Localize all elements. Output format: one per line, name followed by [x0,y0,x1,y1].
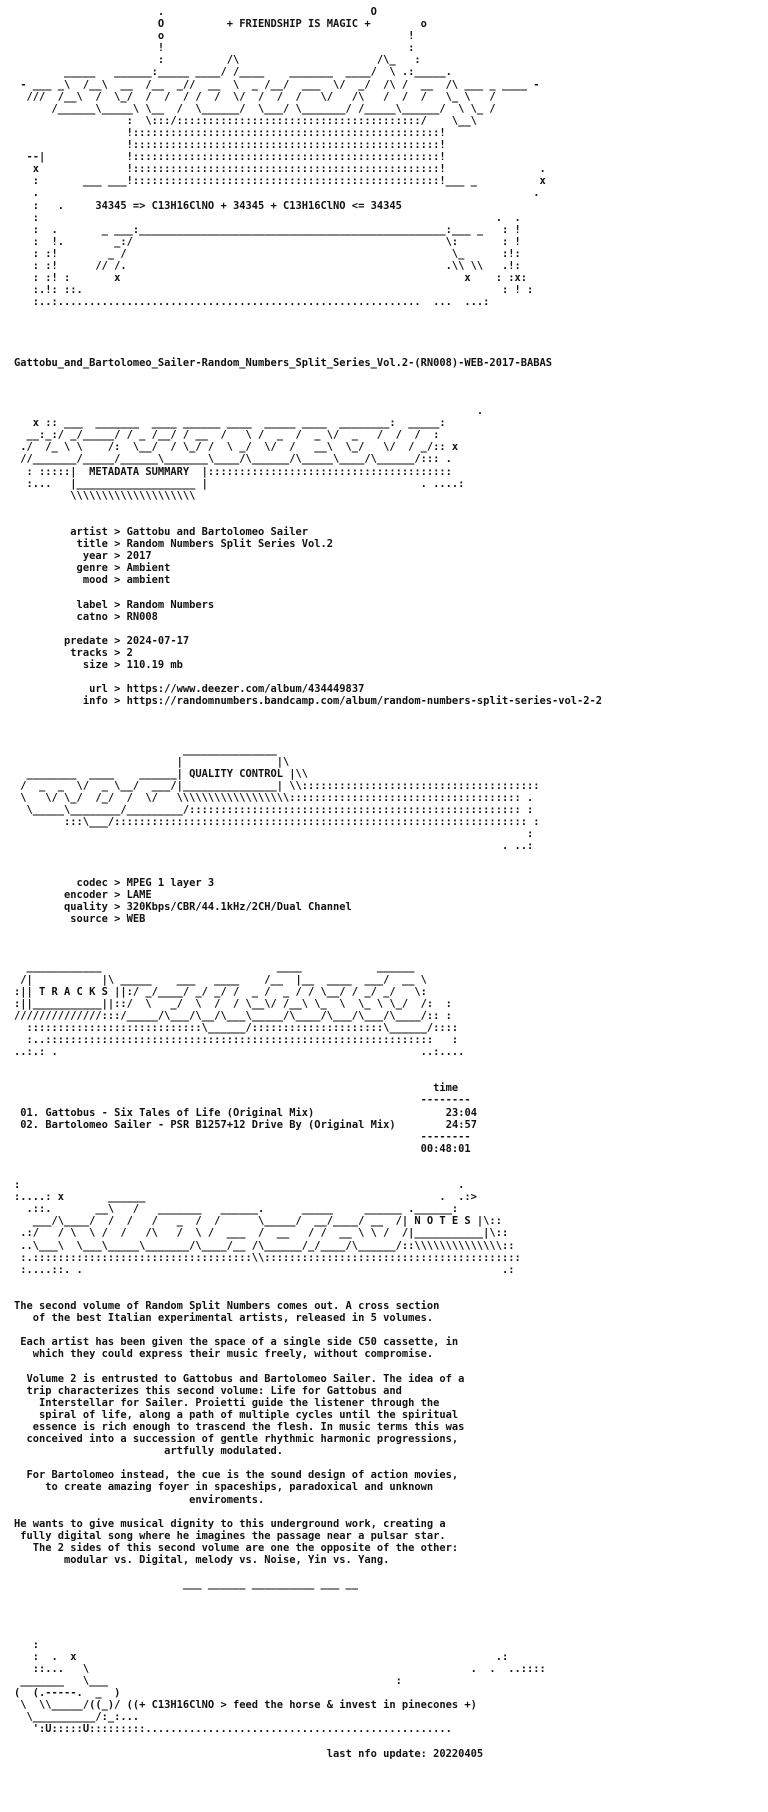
metadata-ascii-art: . x :: ___ _______ ____ ______ ____ _____ ____ ________: _____: __:_:/ _/_____/ / _ /__/ / __ / \ / _ / _ \/ _ / / / : ./ /_ \ \ /: \__/ / \_/ / \ _/ \/ / __\ \_/ \/ / _/:: x //_______/_____/______\_______\____/\______/\_____\____/\______/::: . : :::::| METADATA SUMMARY |::::::::::::::::::::::::::::::::::::::: :... |___________________ | . ....: \\\\\\\\\\\\\\\\\\\\ [20,405,484,502]
track-02-num: 02. [20,1118,40,1131]
track-02-time: 24:57 [445,1118,477,1131]
meta-year: 2017 [126,550,152,563]
meta-mood: ambient [126,574,171,587]
track-01-time: 23:04 [445,1106,477,1119]
meta-tracks: 2 [126,646,133,659]
notes-paragraph-5: He wants to give musical dignity to this underground work, creating a fully digital song where he imagines the passage near a pulsar star. The 2 sides of this second volume are one the opposite of the other: modular vs. Digital, melody vs. Noise, Yin vs. Yang. [14,1517,459,1566]
tracks-ascii-art: ____________ ____ ______ /| |\ _____ ___ ____ /__ |__ ____ ___/ __ \ :|| T R A C K S ||:/ _/____/ _/ _/ / _ / _ / / \__/ / _/ _/ \: :||___________||::/ \ _/ \ / / \__\/ /__\ \_ \ \_ \ \_/ /: : //////////////:::/_____/\___/\__/\___\_____/\____/\___/\___/\____/:: : ::::::::::::::::::::::::::::\______/:::::::::::::::::::::\______/:::: :..:::::::::::::::::::::::::::::::::::::::::::::::::::::::::::::: : ..:.: . ..:.... [14,961,465,1059]
header-ascii-art: . O O + FRIENDSHIP IS MAGIC + o o ! ! : : /\ /\_ : _____ ______:_____ ____/ /____ _______ ____/ \ .:_____. - ___ _\ /__\ __ /__ _// __ \ _ /__/ ___ \/ _/ /\ / __ /\ ___ _ ____ - /// /__\ / \_/ / / / / / \/ / / / \/ /\ / / / \_ \ / /______\_____\ \__ / \______/ \___/ \_______/ /_____\______/ \ \_ / : \:::/:::::::::::::::::::::::::::::::::::::::/ \__\ !:::::::::::::::::::::::::::::::::::::::::::::::::! !:::::::::::::::::::::::::::::::::::::::::::::::::! --| !:::::::::::::::::::::::::::::::::::::::::::::::::! x !:::::::::::::::::::::::::::::::::::::::::::::::::! . : ___ ___!:::::::::::::::::::::::::::::::::::::::::::::::::!___ _ x . . : . 34345 => C13H16ClNO + 34345 + C13H16ClNO <= 34345 : . . : . _ ___:_________________________________________________:___ _ : ! : !. _:/ \: : ! : :! _ / \_ :!: : :! // /. .\\ \\ .!: : :! : x x : :x: :.!: ::. : ! : :..:.......................................................... ... ...: [20,6,546,309]
quality-source: WEB [126,913,146,926]
meta-catno: RN008 [126,610,158,623]
notes-paragraph-3: Volume 2 is entrusted to Gattobus and Bartolomeo Sailer. The idea of a trip characterizes this second volume: Life for Gattobus and Interstellar for Sailer. Proietti guide the listener through the spiral of life, along a path of multiple cycles until the spiritual essence is rich enough to trascend the flesh. In music terms this was conceived into a succession of gentle rhythmic harmonic progressions, artfully modulated. [26,1372,465,1458]
metadata-block: artist > Gattobu and Bartolomeo Sailer title > Random Numbers Split Series Vol.2 year > 2017 genre > Ambient mood > ambient label > Random Numbers catno > RN008 predate > 2024-07-17 tracks > 2 size > 110.19 mb url > https://www.deezer.com/album/434449837 info > https://randomnumbers.bandcamp.com/album/random-numbers-split-series-vol-2-2 [14,526,603,708]
track-01-num: 01. [20,1106,40,1119]
tracklist: time -------- 01. Gattobus - Six Tales of Life (Original Mix) 23:04 02. Bartolomeo Sailer - PSR B1257+12 Drive By (Original Mix) 24:57 -------- 00:48:01 [20,1082,477,1155]
meta-size: 110.19 mb [126,659,183,672]
meta-label: Random Numbers [126,598,215,611]
meta-title: Random Numbers Split Series Vol.2 [126,538,334,551]
notes-paragraph-1: The second volume of Random Split Numbers comes out. A cross section of the best Italian experimental artists, released in 5 volumes. [14,1300,440,1325]
footer-last-update: last nfo update: 20220405 [326,1747,484,1760]
notes-ascii-art: : . :....: x ______ . .:> .::. __\ / _______ ______. _____ ______ .______: ___/\____/ / / / _ / / \_____/ __/____/ __ /| N O T E S |\:: .:/ / \ \ / / /\ / \ / ___ / __ / / __ \ \ / /|___________|\:: ..\___\ \___\_____\_______/\____/__ /\______/_/____/\______/::\\\\\\\\\\\\\\:: :.:::::::::::::::::::::::::::::::::::\\::::::::::::::::::::::::::::::::::::::::: :....::. . .: [14,1179,521,1276]
quality-encoder: LAME [126,888,152,901]
meta-artist: Gattobu and Bartolomeo Sailer [126,526,309,539]
notes-paragraph-2: Each artist has been given the space of a single side C50 cassette, in which they could express their music freely, without compromise. [20,1336,459,1361]
track-01-name: Gattobus - Six Tales of Life (Original Mix) [45,1106,315,1119]
tracks-time-label: time [433,1082,459,1095]
quality-codec: MPEG 1 layer 3 [126,876,215,889]
quality-ascii-art: _______________ | |\ ________ ____ ______| QUALITY CONTROL |\\ / _ _ \/ _ \__/ ___/|_______________| \\:::::::::::::::::::::::::::::::::::::: \ \/ \_/ /_/ / \/ \\\\\\\\\\\\\\\\\\::::::::::::::::::::::::::::::::::::: . \_____\________/_________/::::::::::::::::::::::::::::::::::::::::::::::::::::: : :::\___/:::::::::::::::::::::::::::::::::::::::::::::::::::::::::::::::::: : : . ..: [20,743,540,853]
quality-quality: 320Kbps/CBR/44.1kHz/2CH/Dual Channel [126,900,352,913]
release-name[interactable]: Gattobu_and_Bartolomeo_Sailer-Random_Numbers_Split_Series_Vol.2-(RN008)-WEB-2017-BABAS [14,356,552,369]
quality-block: codec > MPEG 1 layer 3 encoder > LAME quality > 320Kbps/CBR/44.1kHz/2CH/Dual Channel source > WEB [14,876,352,926]
nfo-document [14,6,602,1760]
notes-divider: ___ ______ __________ ___ __ [182,1578,359,1591]
footer-ascii-art: : : . x .: ::... \ . . ..:::: _______ \___ : ( (.-----. _ ) \ \\_____/((_)/ ((+ C13H16ClNO > feed the horse & invest in pinecones +) \__________/:_:... ':U:::::U:::::::::................................................. [14,1638,546,1736]
meta-url-link[interactable]: https://www.deezer.com/album/434449837 [126,683,365,696]
meta-predate: 2024-07-17 [126,634,190,647]
total-time: 00:48:01 [420,1142,471,1155]
meta-info-link[interactable]: https://randomnumbers.bandcamp.com/album/random-numbers-split-series-vol-2-2 [126,695,603,708]
meta-genre: Ambient [126,562,171,575]
track-02-name: Bartolomeo Sailer - PSR B1257+12 Drive By (Original Mix) [45,1118,396,1131]
notes-paragraph-4: For Bartolomeo instead, the cue is the sound design of action movies, to create amazing foyer in spaceships, paradoxical and unknown enviroments. [26,1469,459,1506]
